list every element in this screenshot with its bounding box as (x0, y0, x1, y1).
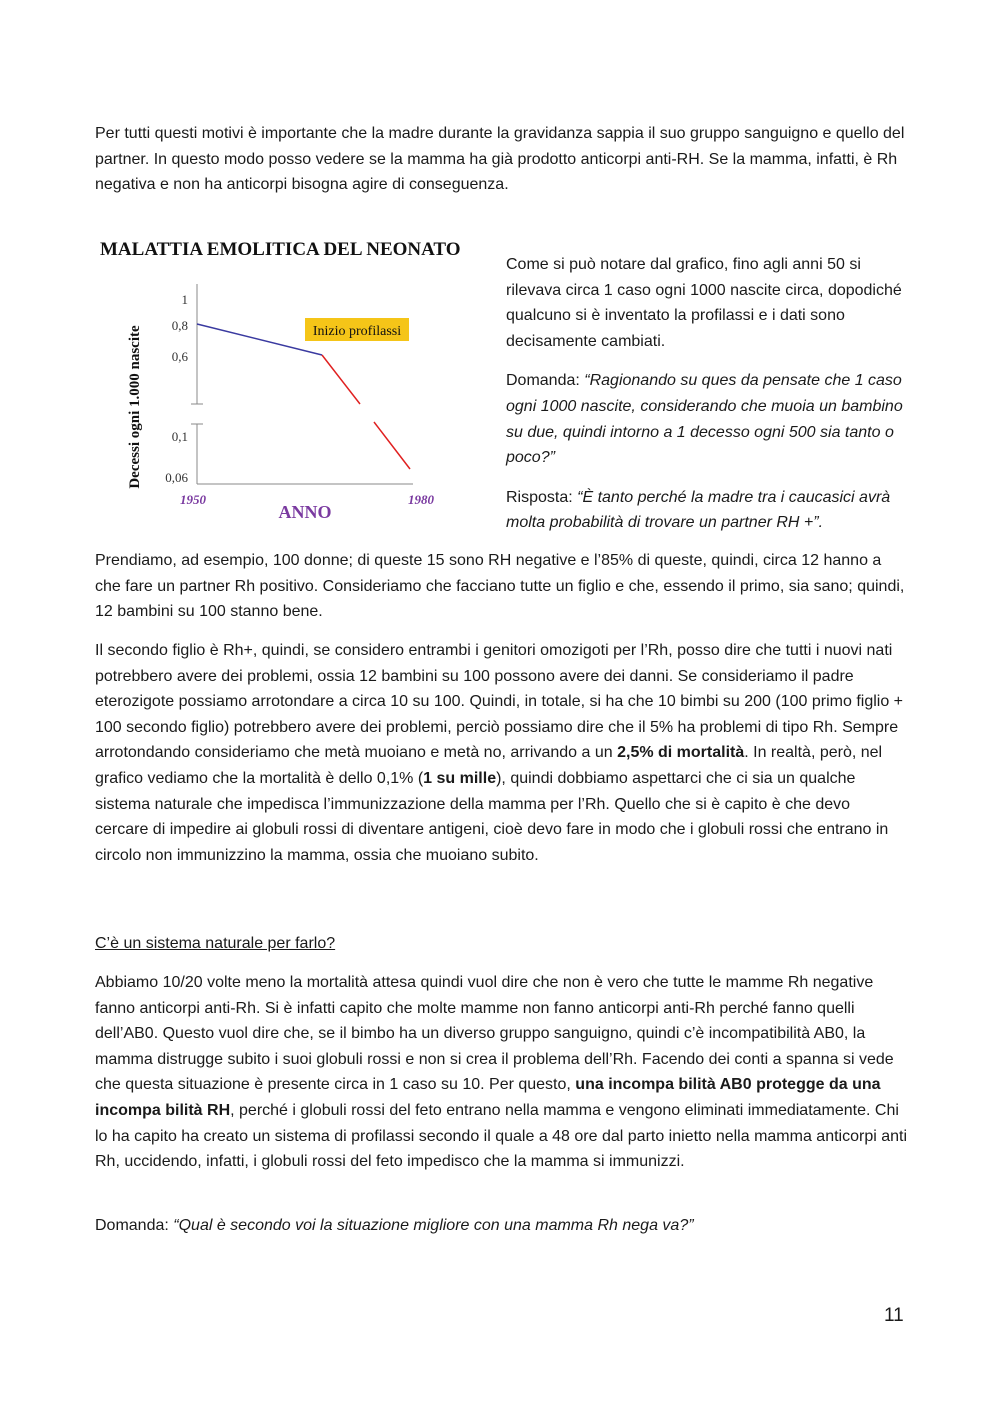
y-tick-label: 1 (181, 292, 188, 307)
answer-paragraph (506, 485, 906, 536)
intro-paragraph: Per tutti questi motivi è importante che la madre durante la gravidanza sappia il suo gruppo sanguigno e quello del partner. In questo modo posso vedere se la mamma ha già prodotto anticorpi anti-RH. Se la mamma, infatti, è Rh negativa e non ha anticorpi bisogna agire di conseguenza. (95, 125, 905, 194)
chart-commentary-paragraph: Come si può notare dal grafico, fino agli anni 50 si rilevava circa 1 caso ogni 1000 nascite circa, dopodiché qualcuno si è inventato la profilassi e i dati sono decisamente cambiati. (506, 256, 902, 350)
text-run: Il secondo figlio è Rh+, quindi, se considero entrambi i genitori omozigoti per l’Rh, posso dire che tutti i nuovi nati potrebbero avere dei problemi, ossia 12 bambini su 100 possono avere dei danni. Se consideriamo il padre eterozigote possiamo arrotondare a circa 10 su 100. Quindi, in totale, si ha che 10 bimbi su 200 (100 primo figlio + 100 secondo figlio) potrebbero avere dei problemi, perciò possiamo dire che il 5% ha problemi di tipo Rh. Sempre arrotondando consideriamo che metà muoiano e metà no, arrivando a un (95, 642, 904, 762)
chart-ylabel: Decessi ogni 1.000 nascite (127, 325, 143, 489)
question-text: “Ragionando su ques da pensate che 1 caso ogni 1000 nascite, considerando che muoia un bambino su due, quindi intorno a 1 decesso ogni 500 sia tanto o poco?” (506, 372, 903, 467)
text-run: , perché i globuli rossi del feto entrano nella mamma e vengono eliminati immediatamente. Chi lo ha capito ha creato un sistema di profilassi secondo il quale a 48 ore dal parto inietto nella mamma anticorpi anti Rh, uccidendo, infatti, i globuli rossi del feto impedisco che la mamma si immunizzi. (95, 1101, 908, 1171)
question-text: “Qual è secondo voi la situazione migliore con una mamma Rh nega va?” (173, 1217, 694, 1234)
chart-commentary (506, 252, 906, 550)
answer-label: Risposta: (506, 488, 578, 506)
answer-text: “È tanto perché la madre tra i caucasici avrà molta probabilità di trovare un partner RH +”. (506, 488, 891, 532)
x-tick-label: 1980 (408, 492, 434, 507)
bold-one-in-thousand: 1 su mille (423, 769, 497, 787)
text-run: . In realtà, però, nel grafico vediamo che la mortalità è dello 0,1% ( (95, 744, 883, 787)
question-paragraph (506, 368, 906, 470)
final-question (95, 1213, 907, 1239)
text-run: Abbiamo 10/20 volte meno la mortalità attesa quindi vuol dire che non è vero che tutte le mamme Rh negative fanno anticorpi anti-Rh. Si è infatti capito che molte mamme non fanno anticorpi anti-Rh perché fanno quelli dell’AB0. Questo vuol dire che, se il bimbo ha un diverso gruppo sanguigno, quindi c’è incompatibilità AB0, la mamma distrugge subito i suoi globuli rossi e non si crea il problema dell’Rh. Facendo dei conti a spanna si vede che questa situazione è presente circa in 1 caso su 10. Per questo, (95, 974, 894, 1094)
second-child-paragraph (95, 638, 907, 868)
page-number: 11 (884, 1305, 904, 1326)
series-before-line (197, 324, 322, 355)
natural-system-paragraph (95, 970, 907, 1175)
y-tick-label: 0,6 (171, 349, 188, 364)
series-after-line-part1 (322, 355, 360, 404)
question-label: Domanda: (95, 1217, 174, 1234)
annotation-label: Inizio profilassi (312, 324, 402, 339)
chart-xlabel: ANNO (278, 502, 332, 522)
chart-title: MALATTIA EMOLITICA DEL NEONATO (100, 239, 461, 260)
bold-mortality: 2,5% di mortalità (617, 744, 745, 762)
series-after-line-part2 (374, 422, 410, 469)
y-tick-label: 0,06 (165, 470, 188, 485)
y-tick-label: 0,8 (171, 318, 188, 333)
y-tick-label: 0,1 (171, 429, 188, 444)
question-label: Domanda: (506, 372, 585, 390)
bold-ab0-protection: una incompa bilità AB0 protegge da una incompa bilità RH (95, 1076, 881, 1119)
text-run: ), quindi dobbiamo aspettarci che ci sia un qualche sistema naturale che impedisca l’immunizzazione della mamma per l’Rh. Quello che si è capito è che devo cercare di impedire ai globuli rossi di diventare antigeni, cioè devo fare in modo che i globuli rossi che entrano in circolo non immunizzino la mamma, ossia che muoiano subito. (95, 769, 889, 864)
hemolytic-disease-chart (95, 232, 495, 532)
x-tick-label: 1950 (180, 492, 206, 507)
section-heading: C’è un sistema naturale per farlo? (95, 935, 336, 952)
example-paragraph: Prendiamo, ad esempio, 100 donne; di queste 15 sono RH negative e l’85% di queste, quindi, circa 12 hanno a che fare un partner Rh positivo. Consideriamo che facciano tutte un figlio e che, essendo il primo, sia sano; quindi, 12 bambini su 100 stanno bene. (95, 552, 905, 621)
